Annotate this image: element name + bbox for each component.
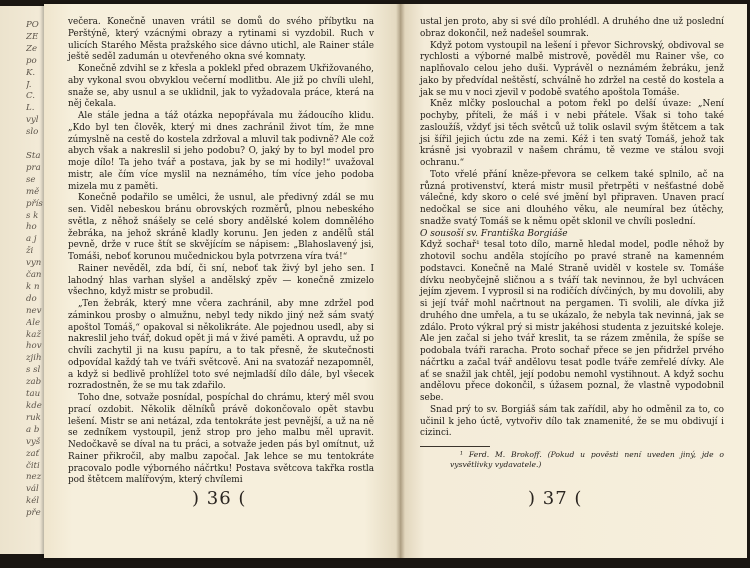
left-page-text xyxy=(68,17,374,487)
underlying-page-line-fragment: po xyxy=(26,55,37,66)
page-number-right: ) 37 ( xyxy=(528,488,583,509)
paragraph: Toto vřelé přání kněze-převora se celkem také splnilo, ač na různá protivenství, která mistr musil přetrpěti v nešťastné době válečné, kdy skoro o celé své jmění byl připraven. Unaven prací nedočkal se sice ani dlouhého věku, ale neumíral bez útěchy, snadže svatý Tomáš se k němu opět sklonil ve chvíli poslední. xyxy=(420,169,724,227)
underlying-page-line-fragment: vyš xyxy=(26,436,41,447)
footnote: ¹ Ferd. M. Brokoff. (Pokud u pověsti není uveden jiný, jde o vysvětlivky vydavatele.) xyxy=(450,450,724,469)
underlying-page-line-fragment: slo xyxy=(26,127,39,138)
underlying-page-line-fragment: ruk xyxy=(26,412,41,423)
right-page-text xyxy=(420,17,724,469)
underlying-page-line-fragment: k n xyxy=(26,281,40,292)
paragraph: Konečně podařilo se umělci, že usnul, ale předivný zdál se mu sen. Viděl nebeskou bránu obrovských rozměrů, plnou nebeského světla, z něhož snášely se celé sbory andělské kolem domnělého žebráka, na jehož skráně kladly korunu. Jen jeden z andělů stál pevně, drže v ruce štít se skvějícím se nápisem: „Blahoslavený jsi, Tomáši, neboť korunou mučednickou byla potvrzena víra tvá!“ xyxy=(68,193,374,262)
underlying-page-line-fragment: přís xyxy=(26,198,43,209)
paragraph: Kněz mlčky poslouchal a potom řekl po delší úvaze: „Není pochyby, příteli, že máš i v nebi přátele. Však si toho také zasloužíš, vždyť jsi těch světců už tolik oslavil svým štětcem a tak jsi šířil jejich úctu zde na zemi. Kéž i ten svatý Tomáš, jehož tak krásně jsi vyobrazil v našem chrámu, tě vezme ve stálou svoji ochranu.“ xyxy=(420,99,724,168)
underlying-page-line-fragment: pra xyxy=(26,162,41,173)
right-page-section-text xyxy=(420,240,724,440)
paragraph: ustal jen proto, aby si své dílo prohlédl. A druhého dne už poslední obraz dokončil, než nadešel soumrak. xyxy=(420,17,724,39)
footnote-rule xyxy=(420,446,490,447)
page-number-left: ) 36 ( xyxy=(192,488,247,509)
underlying-page-line-fragment: K. xyxy=(26,67,36,78)
underlying-page-line-fragment: čiti xyxy=(26,460,40,471)
paragraph: „Ten žebrák, který mne včera zachránil, aby mne zdržel pod záminkou prosby o almužnu, nebyl tedy nikdo jiný než sám svatý apoštol Tomáš,“ opakoval si několikráte. Ale pojednou usedl, aby si nakreslil jeho tvář, dokud opět ji má v živé paměti. A opravdu, už po chvíli zachytil ji na kusu papíru, a to tak přesně, že skutečnosti odpovídal každý tah ve tváři světcově. Ani na svatozář nezapomněl, a když si bedlivě prohlížel toto své nejmladší dílo dále, byl všecek rozradostněn, že se mu tak zdařilo. xyxy=(68,299,374,392)
underlying-page-line-fragment: do xyxy=(26,293,37,304)
underlying-page-line-fragment: vyl xyxy=(26,115,39,126)
underlying-page-line-fragment: a b xyxy=(26,424,40,435)
underlying-page-line-fragment: L. xyxy=(26,103,35,114)
underlying-page-line-fragment: ho xyxy=(26,222,37,233)
underlying-page-line-fragment: nev xyxy=(26,305,42,316)
underlying-page-line-fragment: hov xyxy=(26,341,42,352)
underlying-page-line-fragment: se xyxy=(26,174,36,185)
underlying-page-line-fragment: Ze xyxy=(26,43,38,54)
paragraph: Snad prý to sv. Borgiáš sám tak zařídil, aby ho odměnil za to, co učinil k jeho úctě, vytvořiv dílo tak znamenité, že se mu obdivují i cizinci. xyxy=(420,404,724,439)
underlying-page-line-fragment: zať xyxy=(26,448,40,459)
underlying-page-line-fragment: Ale xyxy=(26,317,41,328)
right-page-top-text xyxy=(420,17,724,229)
left-page xyxy=(44,4,400,558)
paragraph: Toho dne, sotvaže posnídal, pospíchal do chrámu, který měl svou prací ozdobit. Několik dělníků právě dokončovalo opět stavbu lešení. Mistr se ani netázal, zda tentokráte jest pevnější, a už na ně se zedníkem vystoupil, jenž strop pro jeho malbu měl upravit. Nedočkavě se díval na tu práci, a sotvaže jeden pás byl omítnut, už Rainer přikročil, aby malbu započal. Jak lehce se mu tentokráte pracovalo podle výborného náčrtku! Postava světcova takřka rostla pod štětcem malířovým, který chvílemi xyxy=(68,393,374,486)
underlying-page-line-fragment: zab xyxy=(26,377,42,388)
underlying-page-line-fragment: s sl xyxy=(26,365,41,376)
paragraph: Konečně zdvihl se z křesla a poklekl před obrazem Ukřižovaného, aby vykonal svou obvyklou večerní modlitbu. Ale již po chvíli ulehl, snaže se, aby usnul a se uklidnil, jak to vyžadovala práce, která na něj čekala. xyxy=(68,64,374,110)
underlying-page-line-fragment: ži xyxy=(26,246,34,257)
paragraph: Rainer nevěděl, zda bdí, či sní, neboť tak živý byl jeho sen. I lahodný hlas varhan slyšel a andělský zpěv — konečně zmizelo všechno, když mistr se probudil. xyxy=(68,263,374,298)
section-title: O sousoší sv. Františka Borgiáše xyxy=(420,228,568,239)
underlying-page-line-fragment: vyn xyxy=(26,258,42,269)
underlying-page-line-fragment: kde xyxy=(26,401,42,411)
paragraph: Ale stále jedna a táž otázka nepopřávala mu žádoucího klidu. „Kdo byl ten člověk, který mi dnes zachránil život tím, že mne zúmyslně na cestě do kostela zdržoval a mluvil tak podivně? Ale což abych však a nakreslil si jeho podobu? O, jaký by to byl model pro moje dílo! Ta jeho tvář a postava, jak by se mi hodily!“ uvažoval mistr, ale čím více myslil na neznámého, tím více jeho podoba mizela mu z paměti. xyxy=(68,111,374,192)
underlying-page-heading-fragment: PO xyxy=(26,20,39,30)
right-page xyxy=(400,4,747,558)
underlying-page-line-fragment: čan xyxy=(26,270,42,281)
paragraph: večera. Konečně unaven vrátil se domů do svého příbytku na Perštýně, který vzácnými obrazy a rytinami si vyzdobil. Ruch v ulicích Starého Města pražského sice dávno utichl, ale Rainer stále ještě seděl zadumán u otevřeného okna své komnaty. xyxy=(68,17,374,63)
paragraph: Když sochař¹ tesal toto dílo, marně hledal model, podle něhož by zhotovil sochu anděla stojícího po pravé straně na kamenném podstavci. Konečně na Malé Straně uviděl v kostele sv. Tomáše dívku neobyčejně sličnou a s tváří tak nevinnou, že byl uchvácen jejím zjevem. I vyprosil si na rodičích dívčiných, by mu dovolili, aby si její tvář mohl načrtnout na pergamen. Ti svolili, ale dívka již druhého dne umřela, a tu se ukázalo, že nebyla tak nevinná, jak se zdálo. Proto výkral prý si mistr jakéhosi studenta z jezuitské koleje. Ale jen začal si jeho tvář kreslit, ta se rázem změnila, že spíše se podobala tváři raracha. Proto sochař přece se jen přidržel prvého náčrtku a začal tvář andělovu tesat podle tváře zemřelé dívky. Ale ať se snažil jak chtěl, její podobu nemohl vystihnout. A když sochu andělovu přece dokončil, s úžasem poznal, že vlastně vypodobnil sebe. xyxy=(420,240,724,403)
underlying-page-line-fragment: tau xyxy=(26,389,41,400)
underlying-page-line-fragment: Sta xyxy=(26,150,41,161)
underlying-page-line-fragment: s k xyxy=(26,210,39,221)
underlying-page-line-fragment: J. xyxy=(26,79,32,90)
underlying-page-line-fragment: a j xyxy=(26,234,37,245)
underlying-page-line-fragment: mě xyxy=(26,186,40,197)
underlying-page-heading-fragment: ZE xyxy=(26,31,39,42)
paragraph: Když potom vystoupil na lešení i převor Sichrovský, obdivoval se rychlosti a výborné malbě mistrově, pověděl mu Rainer vše, co naplňovalo celou jeho duši. Vyprávěl o neznámém žebráku, jenž jako by předvídal neštěstí, schválně ho zdržel na cestě do kostela a jak se mu v noci zjevil v podobě svatého apoštola Tomáše. xyxy=(420,40,724,98)
underlying-page-line-fragment: pře xyxy=(26,508,41,519)
underlying-page-line-fragment: nez xyxy=(26,472,42,483)
book-gutter xyxy=(396,4,405,558)
underlying-page-line-fragment: zjih xyxy=(26,353,42,364)
underlying-page-line-fragment: C. xyxy=(26,91,36,102)
underlying-page-line-fragment: kaž xyxy=(26,329,41,340)
underlying-page-line-fragment: vál xyxy=(26,484,39,495)
underlying-page-line-fragment: kél xyxy=(26,496,40,507)
